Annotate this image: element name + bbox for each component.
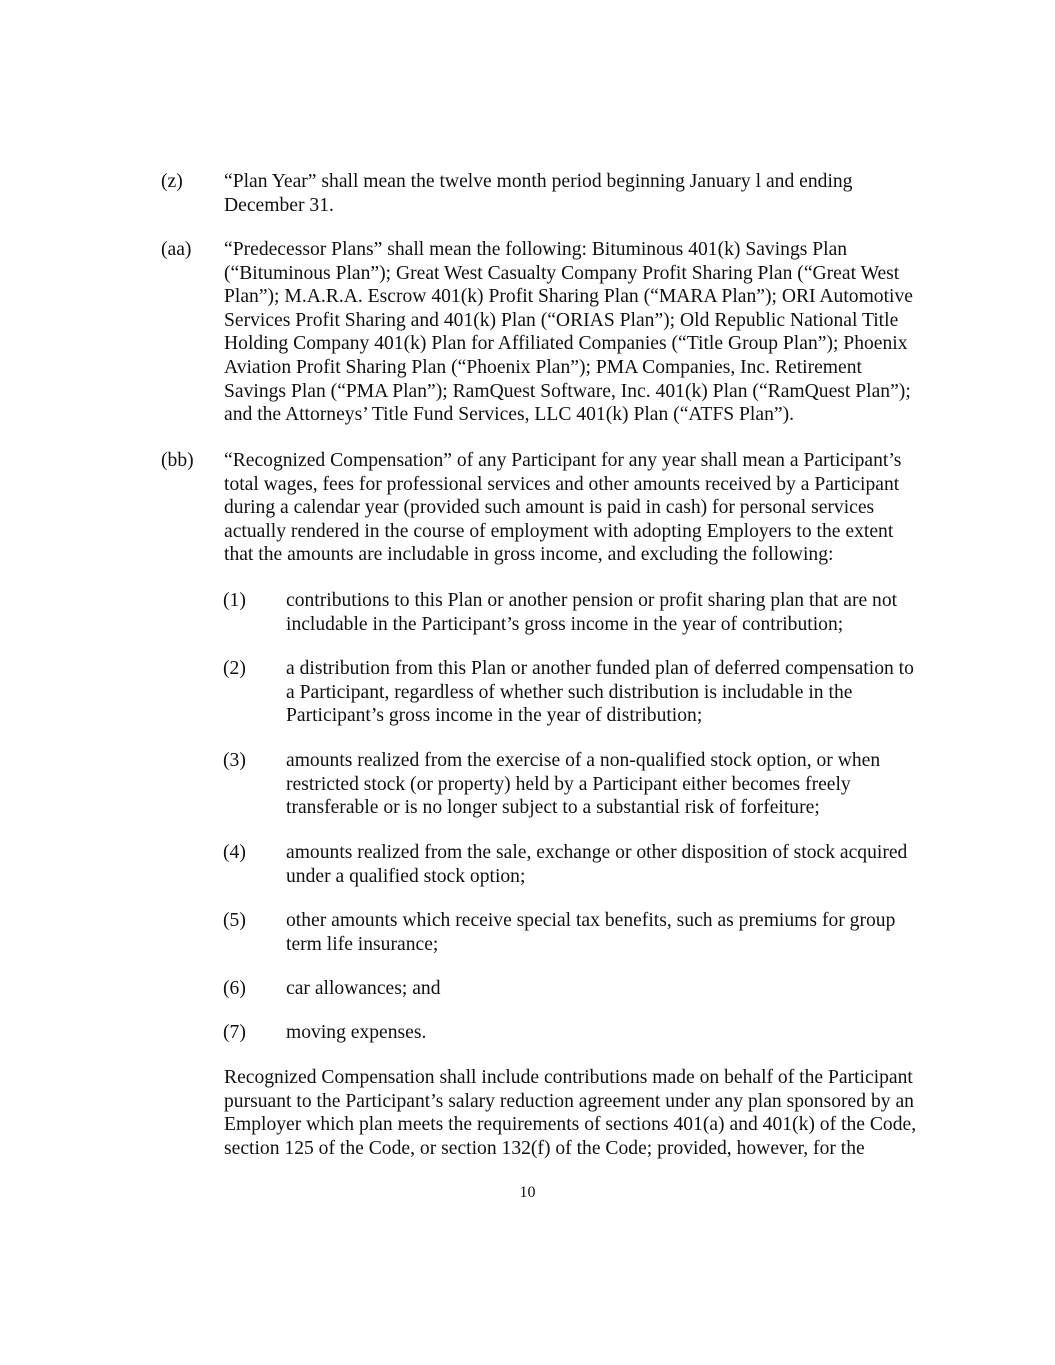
text-line: December 31. [224, 194, 334, 216]
text-line: contributions to this Plan or another pension or profit sharing plan that are not [286, 590, 898, 611]
text-line: “Plan Year” shall mean the twelve month period beginning January l and ending [224, 171, 853, 192]
text-line: Employer which plan meets the requirements of sections 401(a) and 401(k) of the Code, [224, 1114, 917, 1136]
item-label: (2) [223, 658, 246, 679]
item-label: (5) [223, 910, 246, 931]
item-text [224, 170, 964, 217]
item-label: (z) [161, 171, 183, 192]
text-line: other amounts which receive special tax benefits, such as premiums for group [286, 910, 896, 931]
item-text [224, 238, 964, 427]
item-label: (bb) [161, 450, 194, 471]
text-line: Services Profit Sharing and 401(k) Plan (“ORIAS Plan”); Old Republic National Title [224, 309, 899, 331]
item-text [286, 909, 966, 956]
text-line: during a calendar year (provided such amount is paid in cash) for personal services [224, 497, 875, 519]
page-number: 10 [519, 1184, 536, 1201]
item-text [286, 1021, 966, 1045]
text-line: term life insurance; [286, 933, 439, 955]
text-line: Aviation Profit Sharing Plan (“Phoenix Plan”); PMA Companies, Inc. Retirement [224, 356, 862, 378]
text-line: “Predecessor Plans” shall mean the following: Bituminous 401(k) Savings Plan [224, 239, 848, 260]
text-line: amounts realized from the exercise of a non-qualified stock option, or when [286, 750, 881, 771]
text-line: car allowances; and [286, 978, 441, 999]
item-text [286, 977, 966, 1001]
text-line: a Participant, regardless of whether such distribution is includable in the [286, 681, 853, 703]
text-line: total wages, fees for professional services and other amounts received by a Participant [224, 473, 900, 495]
item-label: (6) [223, 978, 246, 999]
text-line: Participant’s gross income in the year of distribution; [286, 705, 703, 727]
text-line: (“Bituminous Plan”); Great West Casualty Company Profit Sharing Plan (“Great West [224, 262, 900, 284]
item-text [286, 589, 966, 636]
text-line: actually rendered in the course of employment with adopting Employers to the extent [224, 520, 894, 542]
item-label: (3) [223, 750, 246, 771]
text-line: a distribution from this Plan or another funded plan of deferred compensation to [286, 658, 914, 679]
item-text [286, 657, 966, 728]
text-line: includable in the Participant’s gross income in the year of contribution; [286, 613, 844, 635]
text-line: under a qualified stock option; [286, 865, 526, 887]
text-line: amounts realized from the sale, exchange or other disposition of stock acquired [286, 842, 908, 863]
text-line: restricted stock (or property) held by a Participant either becomes freely [286, 773, 851, 795]
item-label: (aa) [161, 239, 192, 260]
text-line: “Recognized Compensation” of any Participant for any year shall mean a Participant’s [224, 450, 902, 471]
paragraph-text [224, 1066, 964, 1160]
text-line: Plan”); M.A.R.A. Escrow 401(k) Profit Sharing Plan (“MARA Plan”); ORI Automotive [224, 286, 913, 308]
item-label: (4) [223, 842, 246, 863]
text-line: moving expenses. [286, 1022, 427, 1043]
item-label: (7) [223, 1022, 246, 1043]
text-line: Recognized Compensation shall include contributions made on behalf of the Participant [224, 1067, 913, 1088]
item-label: (1) [223, 590, 246, 611]
text-line: Savings Plan (“PMA Plan”); RamQuest Software, Inc. 401(k) Plan (“RamQuest Plan”); [224, 380, 911, 402]
item-text [286, 841, 966, 888]
text-line: and the Attorneys’ Title Fund Services, LLC 401(k) Plan (“ATFS Plan”). [224, 404, 794, 426]
item-text [286, 749, 966, 820]
text-line: section 125 of the Code, or section 132(f) of the Code; provided, however, for the [224, 1137, 865, 1159]
item-text [224, 449, 964, 567]
text-line: that the amounts are includable in gross income, and excluding the following: [224, 544, 834, 566]
text-line: Holding Company 401(k) Plan for Affiliated Companies (“Title Group Plan”); Phoenix [224, 333, 908, 355]
text-line: pursuant to the Participant’s salary reduction agreement under any plan sponsored by an [224, 1090, 914, 1112]
text-line: transferable or is no longer subject to a substantial risk of forfeiture; [286, 797, 820, 819]
